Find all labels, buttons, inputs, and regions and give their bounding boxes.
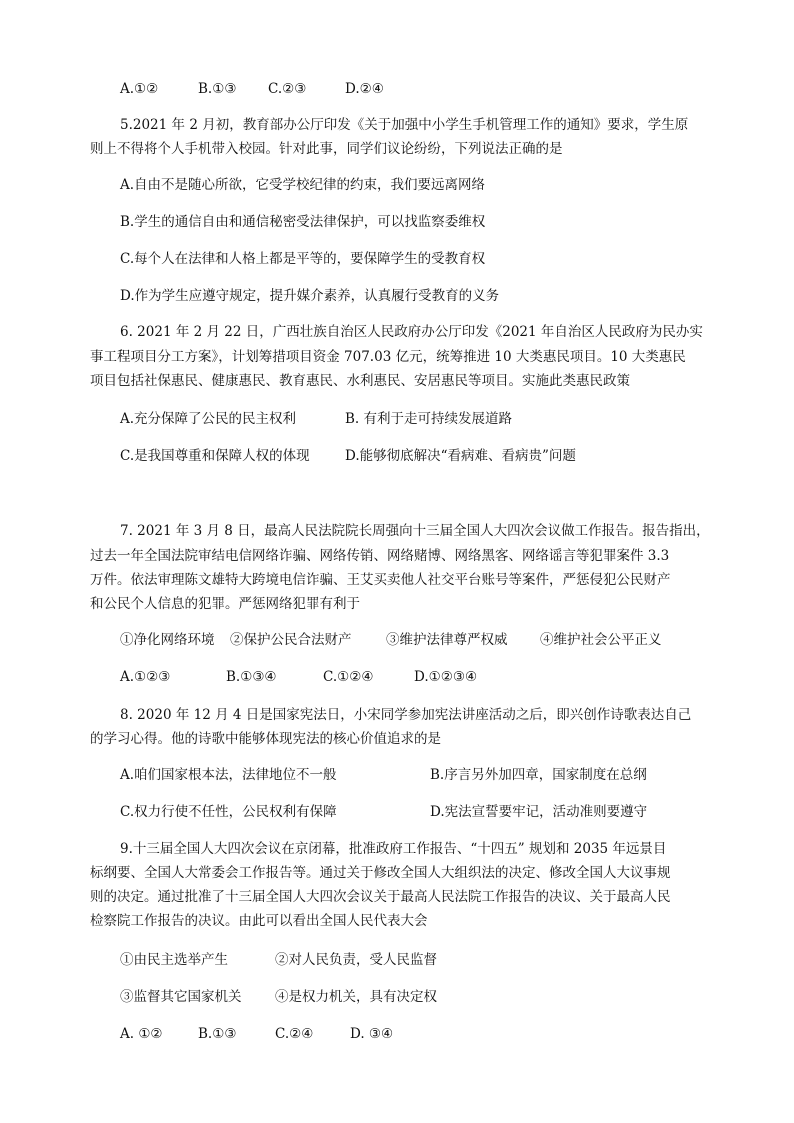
q9-stem-line3: 则的决定。通过批准了十三届全国人大四次会议关于最高人民法院工作报告的决议、关于最高人民 [90, 889, 671, 905]
q9-option-d: D. ③④ [350, 1026, 394, 1042]
q6-option-c: C.是我国尊重和保障人权的体现 [120, 448, 310, 464]
q8-stem-line2: 的学习心得。他的诗歌中能够体现宪法的核心价值追求的是 [90, 731, 441, 747]
q8-option-a: A.咱们国家根本法，法律地位不一般 [120, 767, 337, 783]
q9-option-a: A. ①② [120, 1026, 163, 1042]
q7-item-4: ④维护社会公平正义 [540, 632, 662, 648]
q9-stem-line1: 9.十三届全国人大四次会议在京闭幕，批准政府工作报告、“十四五” 规划和 2035 年远景目 [120, 841, 667, 857]
q8-stem-line1: 8. 2020 年 12 月 4 日是国家宪法日，小宋同学参加宪法讲座活动之后，即兴创作诗歌表达自己 [120, 707, 692, 723]
q9-stem-line2: 标纲要、全国人大常委会工作报告等。通过关于修改全国人大组织法的决定、修改全国人大议事规 [90, 865, 671, 881]
q4-option-b: B.①③ [198, 81, 237, 97]
q4-option-c: C.②③ [268, 81, 307, 97]
q5-option-c: C.每个人在法律和人格上都是平等的，要保障学生的受教育权 [120, 251, 486, 267]
q7-stem-line1: 7. 2021 年 3 月 8 日，最高人民法院院长周强向十三届全国人大四次会议做工作报告。报告指出， [120, 523, 710, 539]
q7-option-c: C.①②④ [323, 669, 374, 685]
q5-option-d: D.作为学生应遵守规定，提升媒介素养，认真履行受教育的义务 [120, 288, 500, 304]
q7-item-1: ①净化网络环境 [120, 632, 215, 648]
q5-option-b: B.学生的通信自由和通信秘密受法律保护，可以找监察委维权 [120, 214, 486, 230]
q8-option-d: D.宪法宣誓要牢记，活动准则要遵守 [430, 804, 648, 820]
q7-item-2: ②保护公民合法财产 [230, 632, 352, 648]
q9-option-c: C.②④ [275, 1026, 314, 1042]
q9-item-3: ③监督其它国家机关 [120, 989, 242, 1005]
q6-option-b: B. 有利于走可持续发展道路 [345, 411, 513, 427]
q9-stem-line4: 检察院工作报告的决议。由此可以看出全国人民代表大会 [90, 913, 428, 929]
q5-stem-line2: 则上不得将个人手机带入校园。针对此事，同学们议论纷纷，下列说法正确的是 [90, 141, 563, 157]
q6-option-d: D.能够彻底解决“看病难、看病贵”问题 [345, 448, 576, 464]
q6-stem-line3: 项目包括社保惠民、健康惠民、教育惠民、水利惠民、安居惠民等项目。实施此类惠民政策 [90, 373, 630, 389]
q5-option-a: A.自由不是随心所欲，它受学校纪律的约束，我们要远离网络 [120, 177, 486, 193]
q7-item-3: ③维护法律尊严权威 [386, 632, 508, 648]
q7-option-a: A.①②③ [120, 669, 171, 685]
q4-option-a: A.①② [120, 81, 159, 97]
q7-stem-line2: 过去一年全国法院审结电信网络诈骗、网络传销、网络赌博、网络黑客、网络谣言等犯罪案件 3.3 [90, 548, 670, 564]
q9-item-1: ①由民主选举产生 [120, 952, 228, 968]
q6-option-a: A.充分保障了公民的民主权利 [120, 411, 297, 427]
q7-stem-line4: 和公民个人信息的犯罪。严惩网络犯罪有利于 [90, 596, 360, 612]
q6-stem-line2: 事工程项目分工方案》，计划筹措项目资金 707.03 亿元，统筹推进 10 大类惠民项目。10 大类惠民 [90, 349, 686, 365]
q7-option-d: D.①②③④ [414, 669, 478, 685]
q9-item-4: ④是权力机关，具有决定权 [275, 989, 437, 1005]
q9-item-2: ②对人民负责，受人民监督 [275, 952, 437, 968]
q7-option-b: B.①③④ [226, 669, 277, 685]
q4-option-d: D.②④ [345, 81, 384, 97]
q8-option-c: C.权力行使不任性，公民权利有保障 [120, 804, 337, 820]
q9-option-b: B.①③ [198, 1026, 237, 1042]
q7-stem-line3: 万件。依法审理陈文雄特大跨境电信诈骗、王艾买卖他人社交平台账号等案件，严惩侵犯公民财产 [90, 572, 671, 588]
q6-stem-line1: 6. 2021 年 2 月 22 日，广西壮族自治区人民政府办公厅印发《2021 年自治区人民政府为民办实 [120, 324, 703, 340]
q8-option-b: B.序言另外加四章，国家制度在总纲 [430, 767, 647, 783]
q5-stem-line1: 5.2021 年 2 月初，教育部办公厅印发《关于加强中小学生手机管理工作的通知》要求，学生原 [120, 117, 689, 133]
